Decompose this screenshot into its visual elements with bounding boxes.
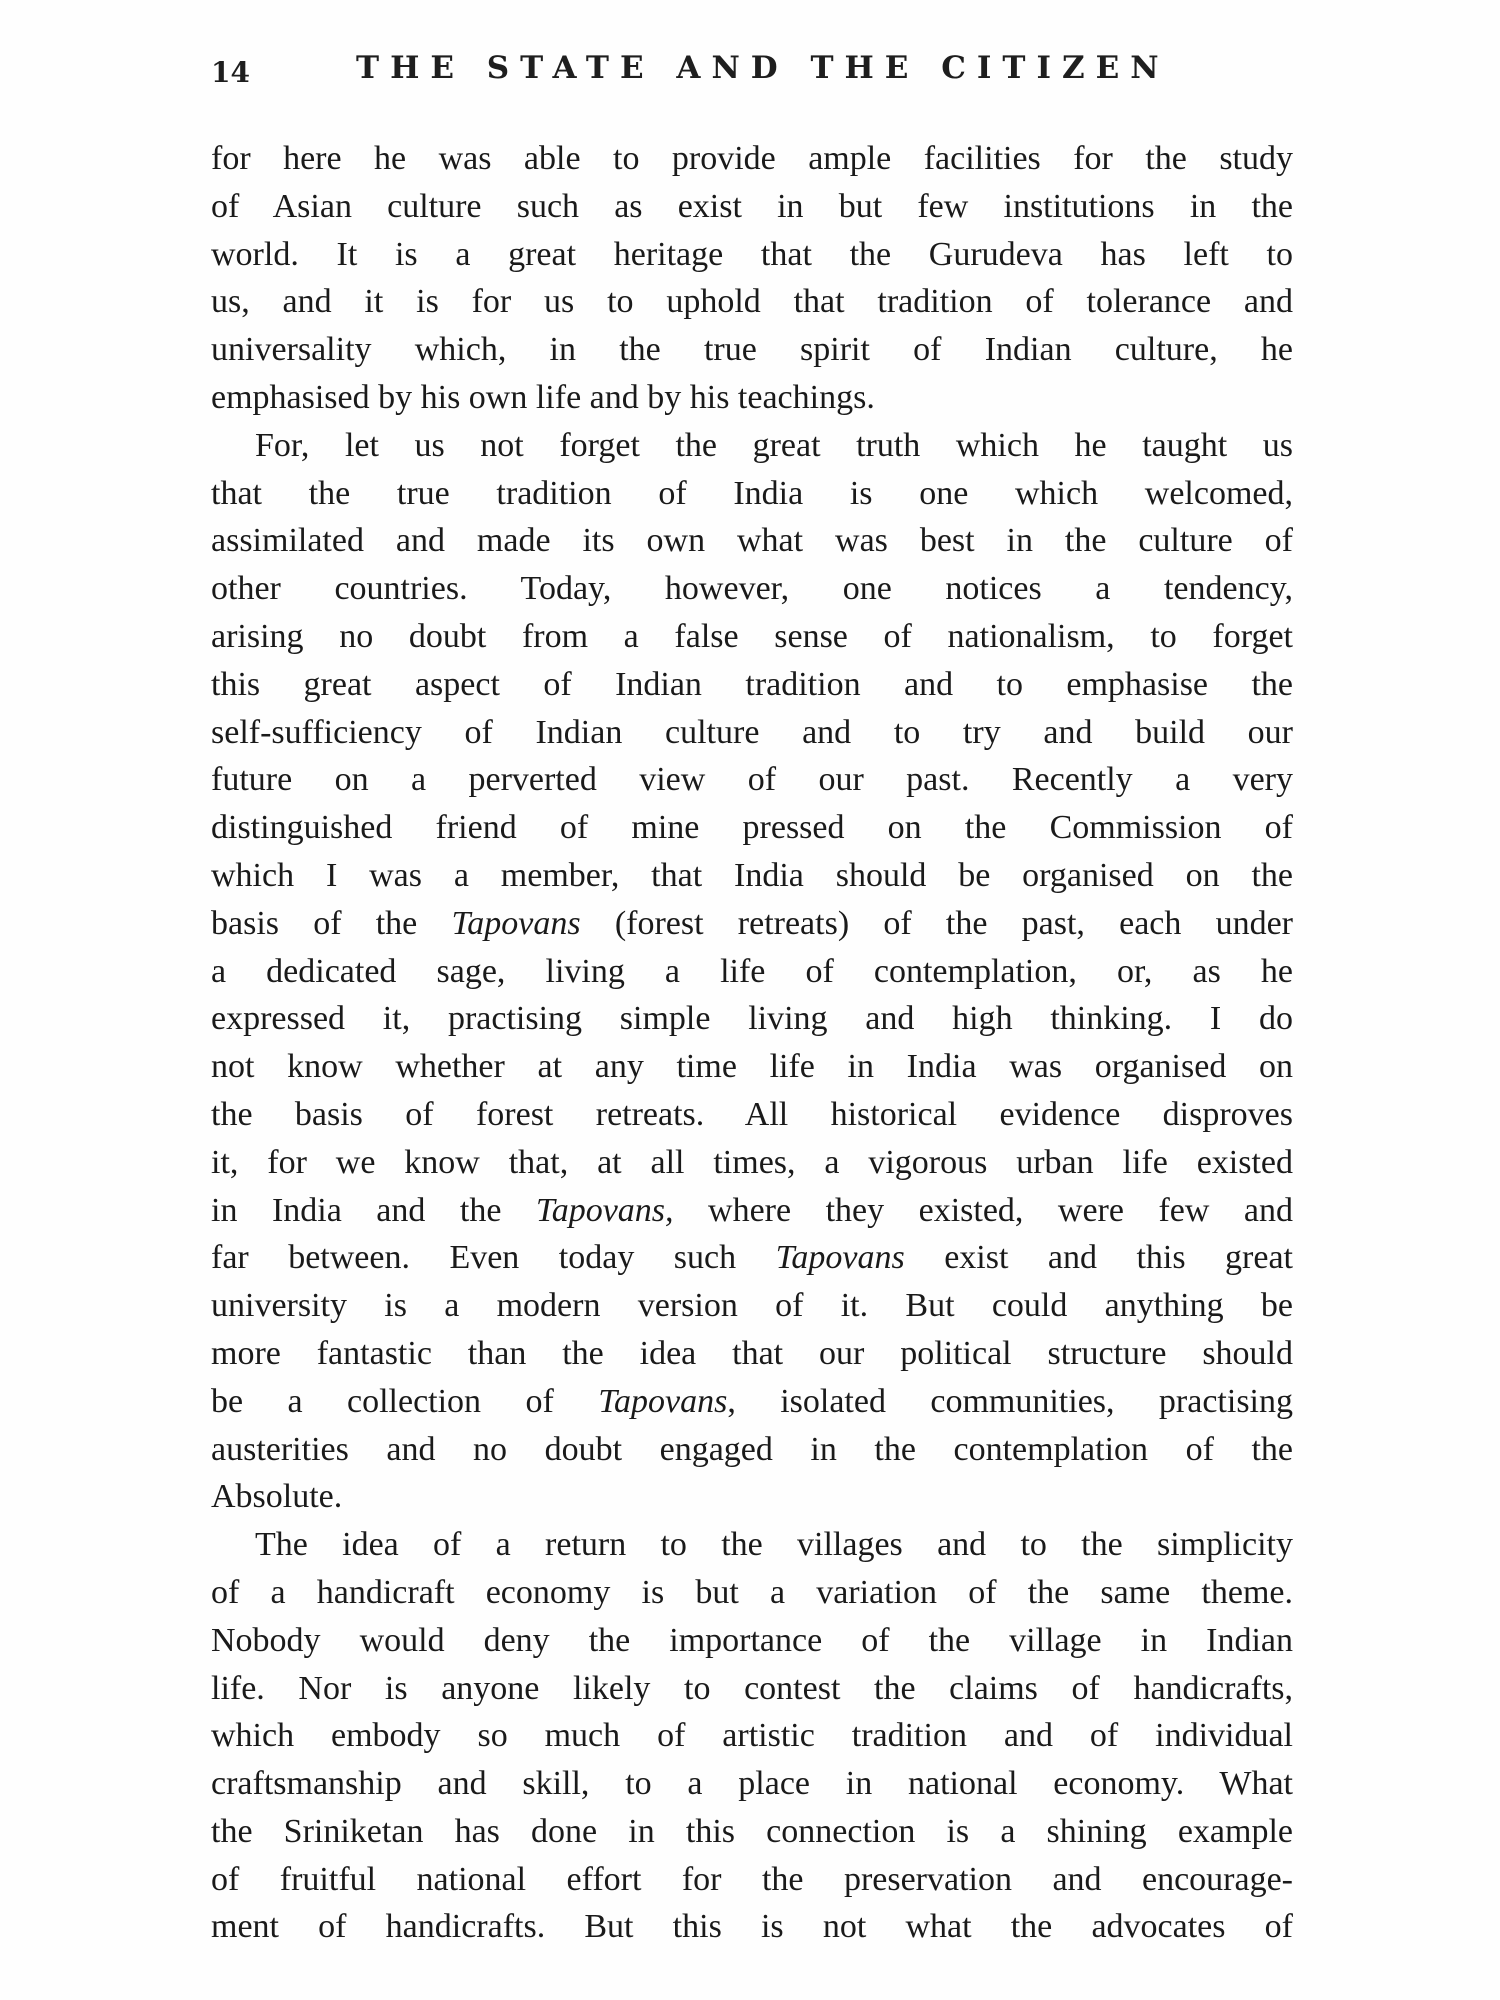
text-line: this great aspect of Indian tradition and to emphasise the <box>211 665 1293 703</box>
text-line: of fruitful national effort for the preservation and encourage- <box>211 1860 1293 1898</box>
text-line: Absolute. <box>211 1478 343 1516</box>
text-line: craftsmanship and skill, to a place in national economy. What <box>211 1765 1293 1803</box>
body-text <box>211 135 1293 1951</box>
text-line: self-sufficiency of Indian culture and to try and build our <box>211 713 1293 751</box>
text-line: it, for we know that, at all times, a vigorous urban life existed <box>211 1143 1293 1181</box>
text-line: in India and the Tapovans, where they existed, were few and <box>211 1191 1293 1229</box>
text-line: emphasised by his own life and by his teachings. <box>211 378 875 416</box>
text-line: the basis of forest retreats. All historical evidence disproves <box>211 1095 1293 1133</box>
running-title: THE STATE AND THE CITIZEN <box>356 50 1170 86</box>
text-line: Nobody would deny the importance of the village in Indian <box>211 1621 1293 1659</box>
text-line: basis of the Tapovans (forest retreats) of the past, each under <box>211 904 1294 942</box>
page-number: 14 <box>211 56 250 89</box>
text-line: future on a perverted view of our past. Recently a very <box>211 761 1293 799</box>
text-line: a dedicated sage, living a life of contemplation, or, as he <box>211 952 1293 990</box>
text-line: universality which, in the true spirit of Indian culture, he <box>211 331 1293 369</box>
text-line: world. It is a great heritage that the Gurudeva has left to <box>211 235 1293 273</box>
text-line: of Asian culture such as exist in but few institutions in the <box>211 187 1293 225</box>
text-line: For, let us not forget the great truth which he taught us <box>255 426 1293 464</box>
text-line: which embody so much of artistic tradition and of individual <box>211 1717 1293 1755</box>
text-line: not know whether at any time life in India was organised on <box>211 1048 1293 1086</box>
text-line: arising no doubt from a false sense of nationalism, to forget <box>211 617 1293 655</box>
text-line: for here he was able to provide ample facilities for the study <box>211 140 1293 177</box>
italic-term: Tapovans, <box>535 1191 674 1229</box>
page-header <box>211 50 1311 100</box>
text-line: The idea of a return to the villages and to the simplicity <box>255 1526 1293 1564</box>
text-line: more fantastic than the idea that our political structure should <box>211 1334 1293 1372</box>
text-line: us, and it is for us to uphold that tradition of tolerance and <box>211 283 1293 321</box>
text-line: life. Nor is anyone likely to contest the claims of handicrafts, <box>211 1669 1293 1707</box>
italic-term: Tapovans <box>775 1239 905 1277</box>
text-line: university is a modern version of it. But could anything be <box>211 1287 1293 1325</box>
text-line: ment of handicrafts. But this is not what the advocates of <box>211 1908 1293 1946</box>
text-line: of a handicraft economy is but a variation of the same theme. <box>211 1573 1293 1611</box>
text-line: the Sriniketan has done in this connection is a shining example <box>211 1812 1293 1850</box>
italic-term: Tapovans <box>598 1382 728 1420</box>
text-line: austerities and no doubt engaged in the contemplation of the <box>211 1430 1293 1468</box>
text-line: other countries. Today, however, one notices a tendency, <box>211 570 1293 608</box>
text-line: that the true tradition of India is one which welcomed, <box>211 474 1293 512</box>
text-line: be a collection of Tapovans, isolated communities, practising <box>211 1382 1293 1420</box>
text-line: distinguished friend of mine pressed on the Commission of <box>211 809 1293 847</box>
text-line: assimilated and made its own what was best in the culture of <box>211 522 1293 560</box>
italic-term: Tapovans <box>451 904 581 942</box>
text-line: expressed it, practising simple living and high thinking. I do <box>211 1000 1293 1038</box>
text-line: which I was a member, that India should be organised on the <box>211 856 1293 894</box>
text-line: far between. Even today such Tapovans exist and this great <box>211 1239 1293 1277</box>
